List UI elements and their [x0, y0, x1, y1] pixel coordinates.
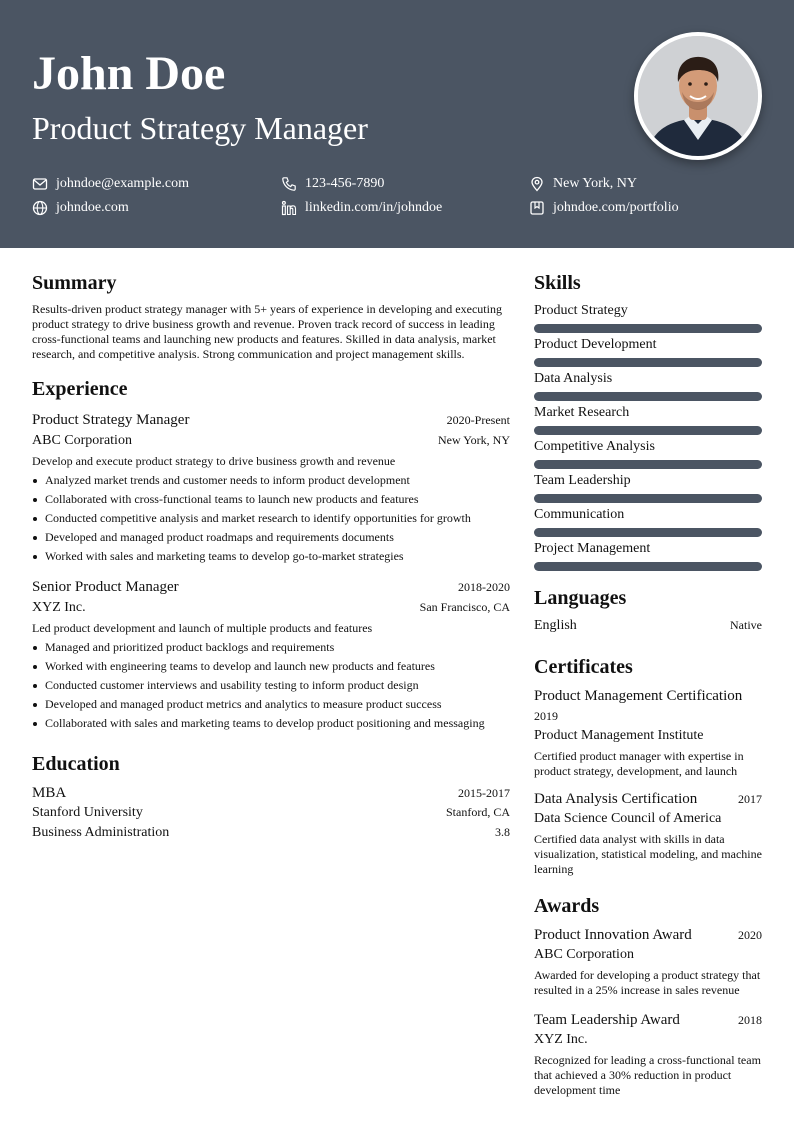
experience-item	[32, 577, 510, 733]
job-bullets	[32, 471, 510, 566]
contact-location	[529, 175, 637, 193]
job-bullet: Analyzed market trends and customer needs to inform product development	[32, 471, 510, 490]
profile-photo-image	[638, 36, 758, 156]
certificate-description: Certified product manager with expertise in product strategy, development, and launch	[534, 749, 744, 778]
certificate-item	[534, 686, 762, 779]
award-description: Recognized for leading a cross-functional team that achieved a 30% reduction in product development time	[534, 1053, 761, 1097]
profile-photo	[634, 32, 762, 160]
contact-phone[interactable]	[281, 175, 384, 193]
award-description: Awarded for developing a product strategy that resulted in a 25% increase in sales revenue	[534, 968, 761, 997]
summary-text: Results-driven product strategy manager with 5+ years of experience in developing and executing product strategy to drive business growth and revenue. Proven track record of success in leading cross-functional teams and launching new products and features. Skilled in data analysis, market research, and competitive analysis. Strong communication and project management skills.	[32, 302, 502, 361]
skill-bar	[534, 324, 762, 333]
skill-item	[534, 404, 762, 435]
job-title: Senior Product Manager	[32, 579, 179, 595]
left-column	[32, 270, 510, 843]
award-name: Product Innovation Award	[534, 927, 692, 943]
certificate-item	[534, 789, 762, 877]
phone-icon	[281, 176, 297, 192]
job-company: ABC Corporation	[32, 433, 132, 448]
skill-name: Product Strategy	[534, 303, 628, 318]
contact-linkedin[interactable]	[281, 199, 442, 217]
candidate-title: Product Strategy Manager	[32, 110, 368, 146]
award-item	[534, 925, 762, 998]
skill-name: Communication	[534, 507, 625, 522]
job-bullet: Worked with engineering teams to develop and launch new products and features	[32, 657, 510, 676]
job-location: San Francisco, CA	[419, 600, 510, 614]
contact-email[interactable]	[32, 175, 189, 193]
job-bullet: Worked with sales and marketing teams to develop go-to-market strategies	[32, 547, 510, 566]
school-name: Stanford University	[32, 805, 143, 820]
degree: MBA	[32, 785, 67, 801]
mail-icon	[32, 176, 48, 192]
skills-heading: Skills	[534, 272, 581, 294]
job-dates: 2018-2020	[458, 580, 510, 594]
education-dates: 2015-2017	[458, 786, 510, 800]
award-org: XYZ Inc.	[534, 1032, 588, 1047]
education-item	[32, 783, 510, 843]
experience-heading: Experience	[32, 378, 128, 400]
candidate-name: John Doe	[32, 47, 226, 100]
language-name: English	[534, 618, 577, 633]
contact-email-text[interactable]: johndoe@example.com	[56, 176, 190, 191]
skill-name: Market Research	[534, 405, 630, 420]
language-level: Native	[730, 618, 762, 632]
skill-item	[534, 302, 762, 333]
education-heading: Education	[32, 753, 120, 775]
job-bullet: Managed and prioritized product backlogs and requirements	[32, 638, 510, 657]
right-column	[534, 270, 762, 1098]
contact-phone-text[interactable]: 123-456-7890	[305, 176, 385, 191]
contact-location-text: New York, NY	[553, 176, 638, 191]
job-title: Product Strategy Manager	[32, 412, 190, 428]
job-bullet: Collaborated with cross-functional teams to launch new products and features	[32, 490, 510, 509]
contact-website-text[interactable]: johndoe.com	[56, 200, 129, 215]
award-org: ABC Corporation	[534, 947, 634, 962]
certificate-name: Product Management Certification	[534, 688, 743, 704]
skill-bar	[534, 358, 762, 367]
skill-name: Project Management	[534, 541, 651, 556]
skill-bar	[534, 392, 762, 401]
language-item	[534, 617, 762, 635]
location-pin-icon	[529, 176, 545, 192]
skill-bar	[534, 460, 762, 469]
job-bullet: Collaborated with sales and marketing teams to develop product positioning and messaging	[32, 714, 510, 733]
skill-item	[534, 540, 762, 571]
job-bullet: Conducted competitive analysis and market research to identify opportunities for growth	[32, 509, 510, 528]
skill-bar	[534, 426, 762, 435]
job-description: Led product development and launch of multiple products and features	[32, 621, 373, 635]
contact-website[interactable]	[32, 199, 129, 217]
skill-item	[534, 336, 762, 367]
job-dates: 2020-Present	[446, 413, 510, 427]
experience-item	[32, 410, 510, 566]
certificate-year: 2019	[534, 709, 558, 723]
award-year: 2020	[738, 928, 762, 942]
skill-name: Data Analysis	[534, 371, 613, 386]
award-year: 2018	[738, 1013, 762, 1027]
job-bullets	[32, 638, 510, 733]
contact-portfolio-text[interactable]: johndoe.com/portfolio	[553, 200, 679, 215]
job-bullet: Developed and managed product metrics and analytics to measure product success	[32, 695, 510, 714]
gpa: 3.8	[495, 825, 510, 839]
certificate-issuer: Product Management Institute	[534, 728, 704, 743]
award-item	[534, 1010, 762, 1098]
job-bullet: Developed and managed product roadmaps and requirements documents	[32, 528, 510, 547]
skill-item	[534, 472, 762, 503]
award-name: Team Leadership Award	[534, 1012, 680, 1028]
certificates-heading: Certificates	[534, 656, 633, 678]
linkedin-icon	[281, 200, 297, 216]
globe-icon	[32, 200, 48, 216]
skill-name: Team Leadership	[534, 473, 631, 488]
resume-header	[0, 0, 794, 248]
field-of-study: Business Administration	[32, 825, 170, 840]
certificate-issuer: Data Science Council of America	[534, 811, 722, 826]
skill-name: Competitive Analysis	[534, 439, 655, 454]
contact-linkedin-text[interactable]: linkedin.com/in/johndoe	[305, 200, 443, 215]
job-description: Develop and execute product strategy to drive business growth and revenue	[32, 454, 396, 468]
certificate-year: 2017	[738, 792, 762, 806]
certificate-name: Data Analysis Certification	[534, 791, 698, 807]
summary-heading: Summary	[32, 272, 117, 294]
awards-heading: Awards	[534, 895, 600, 917]
skill-item	[534, 438, 762, 469]
job-location: New York, NY	[437, 433, 510, 447]
job-company: XYZ Inc.	[32, 600, 86, 615]
certificate-description: Certified data analyst with skills in data visualization, statistical modeling, and machine learning	[534, 832, 762, 876]
languages-heading: Languages	[534, 587, 627, 609]
job-bullet: Conducted customer interviews and usability testing to inform product design	[32, 676, 510, 695]
skill-bar	[534, 528, 762, 537]
portfolio-icon	[529, 200, 545, 216]
skill-bar	[534, 494, 762, 503]
skill-bar	[534, 562, 762, 571]
skill-item	[534, 506, 762, 537]
skills-list	[534, 302, 762, 571]
skill-name: Product Development	[534, 337, 657, 352]
contact-portfolio[interactable]	[529, 199, 679, 217]
skill-item	[534, 370, 762, 401]
school-location: Stanford, CA	[446, 805, 510, 819]
